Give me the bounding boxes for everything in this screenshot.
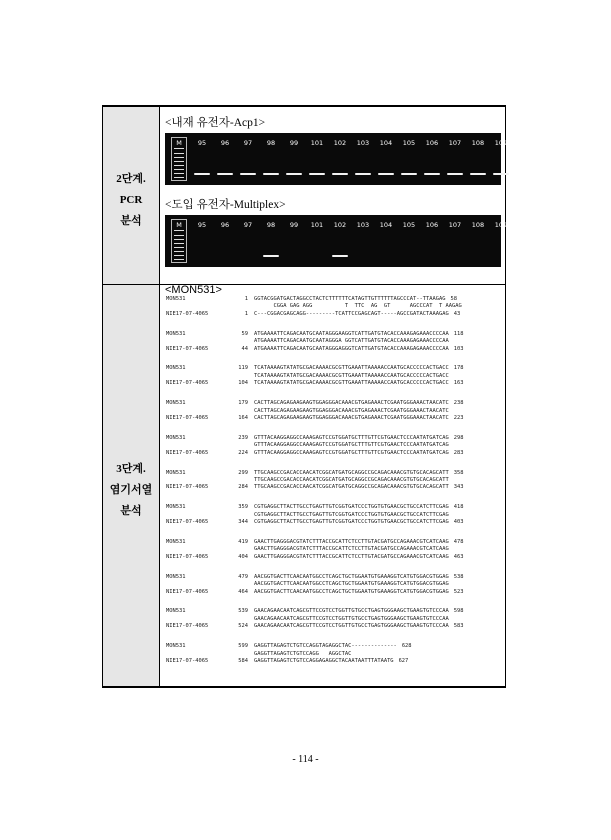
seq-q1: CGTGAGGCTTACTTGCCTGAGTTGTCGGTGATCCCTGGTGTGAACGCTGCCATCTTCGAG bbox=[254, 504, 449, 511]
seq-p1: 59 bbox=[241, 330, 248, 337]
match-indent bbox=[166, 581, 254, 588]
lane-label: 95 bbox=[197, 139, 207, 147]
seq-p1: 599 bbox=[238, 643, 248, 650]
seq-e2: 403 bbox=[453, 519, 464, 526]
step-number: 2단계. bbox=[116, 173, 146, 185]
seq-mid: AACGGTGACTTCAACAATGGCCTCAGCTGCTGGAATGTGAAAGGTCATGTGGACGTGGAG bbox=[254, 581, 449, 588]
lane-label: 102 bbox=[333, 139, 347, 147]
seq-e1: 118 bbox=[453, 330, 464, 337]
lane-label: 107 bbox=[448, 221, 462, 229]
seq-q2: ATGAAAATTCAGACAATGCAATAGGGAGGGTCATTGATGTACACCAAAGAGAAACCCCAA bbox=[254, 345, 449, 352]
alignment-block bbox=[166, 296, 463, 318]
seq-e1: 298 bbox=[453, 434, 464, 441]
query-row bbox=[166, 296, 463, 303]
match-indent bbox=[166, 373, 254, 380]
seq-e1: 178 bbox=[453, 365, 464, 372]
query-row bbox=[166, 400, 463, 407]
seq-e1: 58 bbox=[450, 296, 457, 302]
seq-s1: MON531 bbox=[166, 400, 186, 407]
seq-mid: GAACAGAACAATCAGCGTTCCGTCCTGGTTGTGCCTGAGTGGGAAGCTGAAGTGTCCCAA bbox=[254, 615, 449, 622]
seq-q2: GAGGTTAGAGTCTGTCCAGGAGAGGCTACAATAATTTATAATG bbox=[254, 658, 394, 664]
step-number: 3단계. bbox=[116, 463, 146, 475]
lane-label: 101 bbox=[310, 139, 324, 147]
seq-e2: 43 bbox=[453, 310, 461, 317]
lane-label: 108 bbox=[471, 221, 485, 229]
lane-label: 103 bbox=[356, 139, 370, 147]
subject-row bbox=[166, 415, 463, 422]
gel-band bbox=[355, 173, 371, 175]
seq-mid: ATGAAAATTCAGACAATGCAATAGGGA GGTCATTGATGTACACCAAAGAGAAACCCCAA bbox=[254, 338, 449, 345]
lane-label: 99 bbox=[289, 221, 299, 229]
seq-p2: 164 bbox=[238, 414, 248, 421]
alignment-title: <MON531> bbox=[165, 284, 222, 296]
seq-s1: MON531 bbox=[166, 296, 186, 302]
seq-q2: CACTTAGCAGAGAAGAAGTGGAGGGACAAACGTGAGAAACTCGAATGGGAAACTAACATC bbox=[254, 414, 449, 421]
gel-band bbox=[309, 173, 325, 175]
query-row bbox=[166, 331, 463, 338]
subject-row bbox=[166, 623, 463, 630]
subject-row bbox=[166, 554, 463, 561]
seq-p2: 524 bbox=[238, 623, 248, 630]
seq-e1: 238 bbox=[453, 400, 464, 407]
subject-row bbox=[166, 380, 463, 387]
lane-label: 96 bbox=[220, 139, 230, 147]
seq-p2: 584 bbox=[238, 658, 248, 664]
seq-mid: CACTTAGCAGAGAAGAAGTGGAGGGACAAACGTGAGAAACTCGAATGGGAAACTAACATC bbox=[254, 407, 449, 414]
match-row bbox=[166, 442, 463, 449]
lane-label: 103 bbox=[356, 221, 370, 229]
query-row bbox=[166, 504, 463, 511]
seq-q1: GAGGTTAGAGTCTGTCCAGGTAGAGGCTAC-------------- bbox=[254, 643, 397, 650]
seq-s1: MON531 bbox=[166, 539, 186, 546]
seq-e2: 523 bbox=[453, 588, 464, 595]
alignment-block bbox=[166, 470, 463, 492]
seq-mid: GTTTACAAGGAGGCCAAAGAGTCCGTGGATGCTTTGTTCGTGAACTCCCAATATGATCAG bbox=[254, 442, 449, 449]
match-indent bbox=[166, 546, 254, 553]
step-type: 분석 bbox=[120, 505, 142, 517]
seq-mid: GAGGTTAGAGTCTGTCCAGG AGGCTAC bbox=[254, 650, 352, 657]
seq-s1: MON531 bbox=[166, 643, 186, 650]
seq-p1: 179 bbox=[238, 400, 248, 407]
lane-label: 99 bbox=[289, 139, 299, 147]
gel-band bbox=[240, 173, 256, 175]
alignment-block bbox=[166, 574, 463, 596]
seq-e1: 478 bbox=[453, 539, 464, 546]
seq-q2: GAACAGAACAATCAGCGTTCCGTCCTGGTTGTGCCTGAGTGGGAAGCTGAAGTGTCCCAA bbox=[254, 623, 449, 630]
subject-row bbox=[166, 450, 463, 457]
seq-e1: 358 bbox=[453, 469, 464, 476]
seq-p2: 284 bbox=[238, 484, 248, 491]
seq-e2: 223 bbox=[453, 414, 464, 421]
subject-row bbox=[166, 311, 463, 318]
query-row bbox=[166, 365, 463, 372]
seq-s2: NIE17-07-4065 bbox=[166, 519, 209, 526]
seq-mid: GAACTTGAGGGACGTATCTTTACCGCATTCTCCTTGTACGATGCCAGAAACGTCATCAAG bbox=[254, 546, 449, 553]
lane-label: 106 bbox=[425, 221, 439, 229]
seq-p1: 539 bbox=[238, 608, 248, 615]
match-indent bbox=[166, 651, 254, 658]
seq-e1: 418 bbox=[453, 504, 464, 511]
gel-band bbox=[378, 173, 394, 175]
seq-s1: MON531 bbox=[166, 469, 186, 476]
subject-row bbox=[166, 346, 463, 353]
seq-s1: MON531 bbox=[166, 573, 186, 580]
seq-mid: CGTGAGGCTTACTTGCCTGAGTTGTCGGTGATCCCTGGTGTGAACGCTGCCATCTTCGAG bbox=[254, 511, 449, 518]
seq-p2: 404 bbox=[238, 553, 248, 560]
match-row bbox=[166, 512, 463, 519]
gel-band bbox=[401, 173, 417, 175]
seq-p1: 419 bbox=[238, 539, 248, 546]
seq-e2: 163 bbox=[453, 380, 464, 387]
seq-s2: NIE17-07-4065 bbox=[166, 588, 209, 595]
gel-band bbox=[470, 173, 486, 175]
gel-band bbox=[332, 255, 348, 257]
seq-s2: NIE17-07-4065 bbox=[166, 484, 209, 491]
seq-p2: 44 bbox=[241, 345, 248, 352]
query-row bbox=[166, 435, 463, 442]
match-row bbox=[166, 477, 463, 484]
seq-p1: 239 bbox=[238, 434, 248, 441]
alignment-block bbox=[166, 539, 463, 561]
lane-label: 105 bbox=[402, 221, 416, 229]
seq-e2: 343 bbox=[453, 484, 464, 491]
gel-band bbox=[493, 173, 509, 175]
lane-label: M bbox=[176, 221, 182, 229]
seq-q1: TCATAAAAGTATATGCGACAAAACGCGTTGAAATTAAAAACCAATGCACCCCCACTGACC bbox=[254, 365, 449, 372]
match-indent bbox=[166, 338, 254, 345]
alignment-block bbox=[166, 365, 463, 387]
sequence-alignment bbox=[166, 296, 463, 678]
seq-q1: AACGGTGACTTCAACAATGGCCTCAGCTGCTGGAATGTGAAAGGTCATGTGGACGTGGAG bbox=[254, 573, 449, 580]
lane-label: 109 bbox=[494, 139, 508, 147]
lane-label: M bbox=[176, 139, 182, 147]
match-row bbox=[166, 651, 463, 658]
lane-label: 109 bbox=[494, 221, 508, 229]
seq-q1: GAACTTGAGGGACGTATCTTTACCGCATTCTCCTTGTACGATGCCAGAAACGTCATCAAG bbox=[254, 539, 449, 546]
gel-band bbox=[194, 173, 210, 175]
match-indent bbox=[166, 442, 254, 449]
seq-e2: 463 bbox=[453, 553, 464, 560]
alignment-block bbox=[166, 643, 463, 665]
query-row bbox=[166, 539, 463, 546]
seq-q1: TTGCAAGCCGACACCAACATCGGCATGATGCAGGCCGCAGACAAACGTGTGCACAGCATT bbox=[254, 469, 449, 476]
lane-label: 104 bbox=[379, 221, 393, 229]
alignment-block bbox=[166, 504, 463, 526]
seq-q2: GTTTACAAGGAGGCCAAAGAGTCCGTGGATGCTTTGTTCGTGAACTCCCAATATGATCAG bbox=[254, 449, 449, 456]
gel-band bbox=[217, 173, 233, 175]
seq-e2: 627 bbox=[398, 658, 409, 664]
seq-e2: 583 bbox=[453, 623, 464, 630]
seq-s2: NIE17-07-4065 bbox=[166, 310, 209, 317]
seq-q2: AACGGTGACTTCAACAATGGCCTCAGCTGCTGGAATGTGAAAGGTCATGTGGACGTGGAG bbox=[254, 588, 449, 595]
query-row bbox=[166, 574, 463, 581]
seq-s2: NIE17-07-4065 bbox=[166, 380, 209, 387]
seq-p2: 224 bbox=[238, 449, 248, 456]
seq-p2: 344 bbox=[238, 519, 248, 526]
step-name: PCR bbox=[119, 194, 143, 206]
match-row bbox=[166, 408, 463, 415]
query-row bbox=[166, 470, 463, 477]
match-row bbox=[166, 616, 463, 623]
seq-p1: 299 bbox=[238, 469, 248, 476]
seq-p1: 359 bbox=[238, 504, 248, 511]
seq-p2: 1 bbox=[244, 310, 248, 317]
seq-p1: 1 bbox=[244, 296, 248, 302]
alignment-block bbox=[166, 400, 463, 422]
seq-s1: MON531 bbox=[166, 365, 186, 372]
seq-s2: NIE17-07-4065 bbox=[166, 345, 209, 352]
gel-band bbox=[263, 255, 279, 257]
match-row bbox=[166, 373, 463, 380]
seq-q1: CACTTAGCAGAGAAGAAGTGGAGGGACAAACGTGAGAAACTCGAATGGGAAACTAACATC bbox=[254, 400, 449, 407]
gel-band bbox=[332, 173, 348, 175]
alignment-block bbox=[166, 331, 463, 353]
lane-label: 95 bbox=[197, 221, 207, 229]
lane-label: 102 bbox=[333, 221, 347, 229]
seq-e2: 103 bbox=[453, 345, 464, 352]
pcr-step-label bbox=[103, 169, 159, 232]
query-row bbox=[166, 608, 463, 615]
gel1-image bbox=[165, 133, 508, 185]
subject-row bbox=[166, 589, 463, 596]
gel-band bbox=[286, 173, 302, 175]
seq-s1: MON531 bbox=[166, 330, 186, 337]
gel-band bbox=[447, 173, 463, 175]
alignment-block bbox=[166, 435, 463, 457]
seq-q2: TCATAAAAGTATATGCGACAAAACGCGTTGAAATTAAAAACCAATGCACCCCCACTGACC bbox=[254, 380, 449, 387]
step-type: 분석 bbox=[120, 215, 142, 227]
seq-q1: GGTACGGATGACTAGGCCTACTCTTTTTTCATAGTTGTTTTTTAGCCCAT--TTAAGAG bbox=[254, 296, 446, 302]
gel-band bbox=[263, 173, 279, 175]
seq-s2: NIE17-07-4065 bbox=[166, 623, 209, 630]
seq-q2: C---CGGACGAGCAGG---------TCATTCCGAGCAGT-----AGCCGATACTAAAGAG bbox=[254, 310, 449, 317]
lane-label: 105 bbox=[402, 139, 416, 147]
match-row bbox=[166, 581, 463, 588]
lane-label: 108 bbox=[471, 139, 485, 147]
seq-mid: TTGCAAGCCGACACCAACATCGGCATGATGCAGGCCGCAGACAAACGTGTGCACAGCATT bbox=[254, 477, 449, 483]
seq-s1: MON531 bbox=[166, 504, 186, 511]
seq-e1: 598 bbox=[453, 608, 464, 615]
match-indent bbox=[166, 512, 254, 519]
seq-q1: ATGAAAATTCAGACAATGCAATAGGGAAGGTCATTGATGTACACCAAAGAGAAACCCCAA bbox=[254, 330, 449, 337]
lane-label: 96 bbox=[220, 221, 230, 229]
match-indent bbox=[166, 616, 254, 623]
seq-s1: MON531 bbox=[166, 608, 186, 615]
lane-label: 101 bbox=[310, 221, 324, 229]
seq-mid: TCATAAAAGTATATGCGACAAAACGCGTTGAAATTAAAAACCAATGCACCCCCACTGACC bbox=[254, 372, 449, 379]
row-divider bbox=[103, 284, 505, 285]
gel2-title: <도입 유전자-Multiplex> bbox=[165, 199, 286, 211]
gel1-title: <내재 유전자-Acp1> bbox=[165, 117, 266, 129]
seq-e2: 283 bbox=[453, 449, 464, 456]
seq-q2: TTGCAAGCCGACACCAACATCGGCATGATGCAGGCCGCAGACAAACGTGTGCACAGCATT bbox=[254, 484, 449, 491]
seq-e1: 538 bbox=[453, 573, 464, 580]
lane-label: 97 bbox=[243, 139, 253, 147]
lane-label: 98 bbox=[266, 139, 276, 147]
seq-e1: 628 bbox=[401, 643, 412, 650]
lane-label: 98 bbox=[266, 221, 276, 229]
seq-q1: GTTTACAAGGAGGCCAAAGAGTCCGTGGATGCTTTGTTCGTGAACTCCCAATATGATCAG bbox=[254, 434, 449, 441]
seq-s2: NIE17-07-4065 bbox=[166, 658, 209, 664]
seq-p1: 119 bbox=[238, 365, 248, 372]
lane-label: 104 bbox=[379, 139, 393, 147]
alignment-block bbox=[166, 608, 463, 630]
match-indent bbox=[166, 477, 254, 484]
seq-q2: GAACTTGAGGGACGTATCTTTACCGCATTCTCCTTGTACGATGCCAGAAACGTCATCAAG bbox=[254, 553, 449, 560]
seq-s1: MON531 bbox=[166, 434, 186, 441]
subject-row bbox=[166, 484, 463, 491]
match-row bbox=[166, 338, 463, 345]
page-number: - 114 - bbox=[292, 754, 319, 765]
seq-s2: NIE17-07-4065 bbox=[166, 553, 209, 560]
seq-s2: NIE17-07-4065 bbox=[166, 414, 209, 421]
lane-label: 97 bbox=[243, 221, 253, 229]
match-row bbox=[166, 303, 463, 310]
lane-label: 106 bbox=[425, 139, 439, 147]
match-indent bbox=[166, 408, 254, 415]
subject-row bbox=[166, 519, 463, 526]
subject-row bbox=[166, 658, 463, 665]
gel2-image bbox=[165, 215, 508, 267]
seq-p1: 479 bbox=[238, 573, 248, 580]
seq-s2: NIE17-07-4065 bbox=[166, 449, 209, 456]
query-row bbox=[166, 643, 463, 650]
seq-mid: CGGA GAG AGG T TTC AG GT AGCCCAT T AAGAG bbox=[254, 303, 462, 310]
seq-q1: GAACAGAACAATCAGCGTTCCGTCCTGGTTGTGCCTGAGTGGGAAGCTGAAGTGTCCCAA bbox=[254, 608, 449, 615]
gel-band bbox=[424, 173, 440, 175]
sequencing-step-label bbox=[103, 459, 159, 522]
match-row bbox=[166, 546, 463, 553]
seq-p2: 464 bbox=[238, 588, 248, 595]
match-indent bbox=[166, 303, 254, 310]
seq-q2: CGTGAGGCTTACTTGCCTGAGTTGTCGGTGATCCCTGGTGTGAACGCTGCCATCTTCGAG bbox=[254, 519, 449, 526]
lane-label: 107 bbox=[448, 139, 462, 147]
step-name: 염기서열 bbox=[109, 484, 153, 496]
seq-p2: 104 bbox=[238, 380, 248, 387]
